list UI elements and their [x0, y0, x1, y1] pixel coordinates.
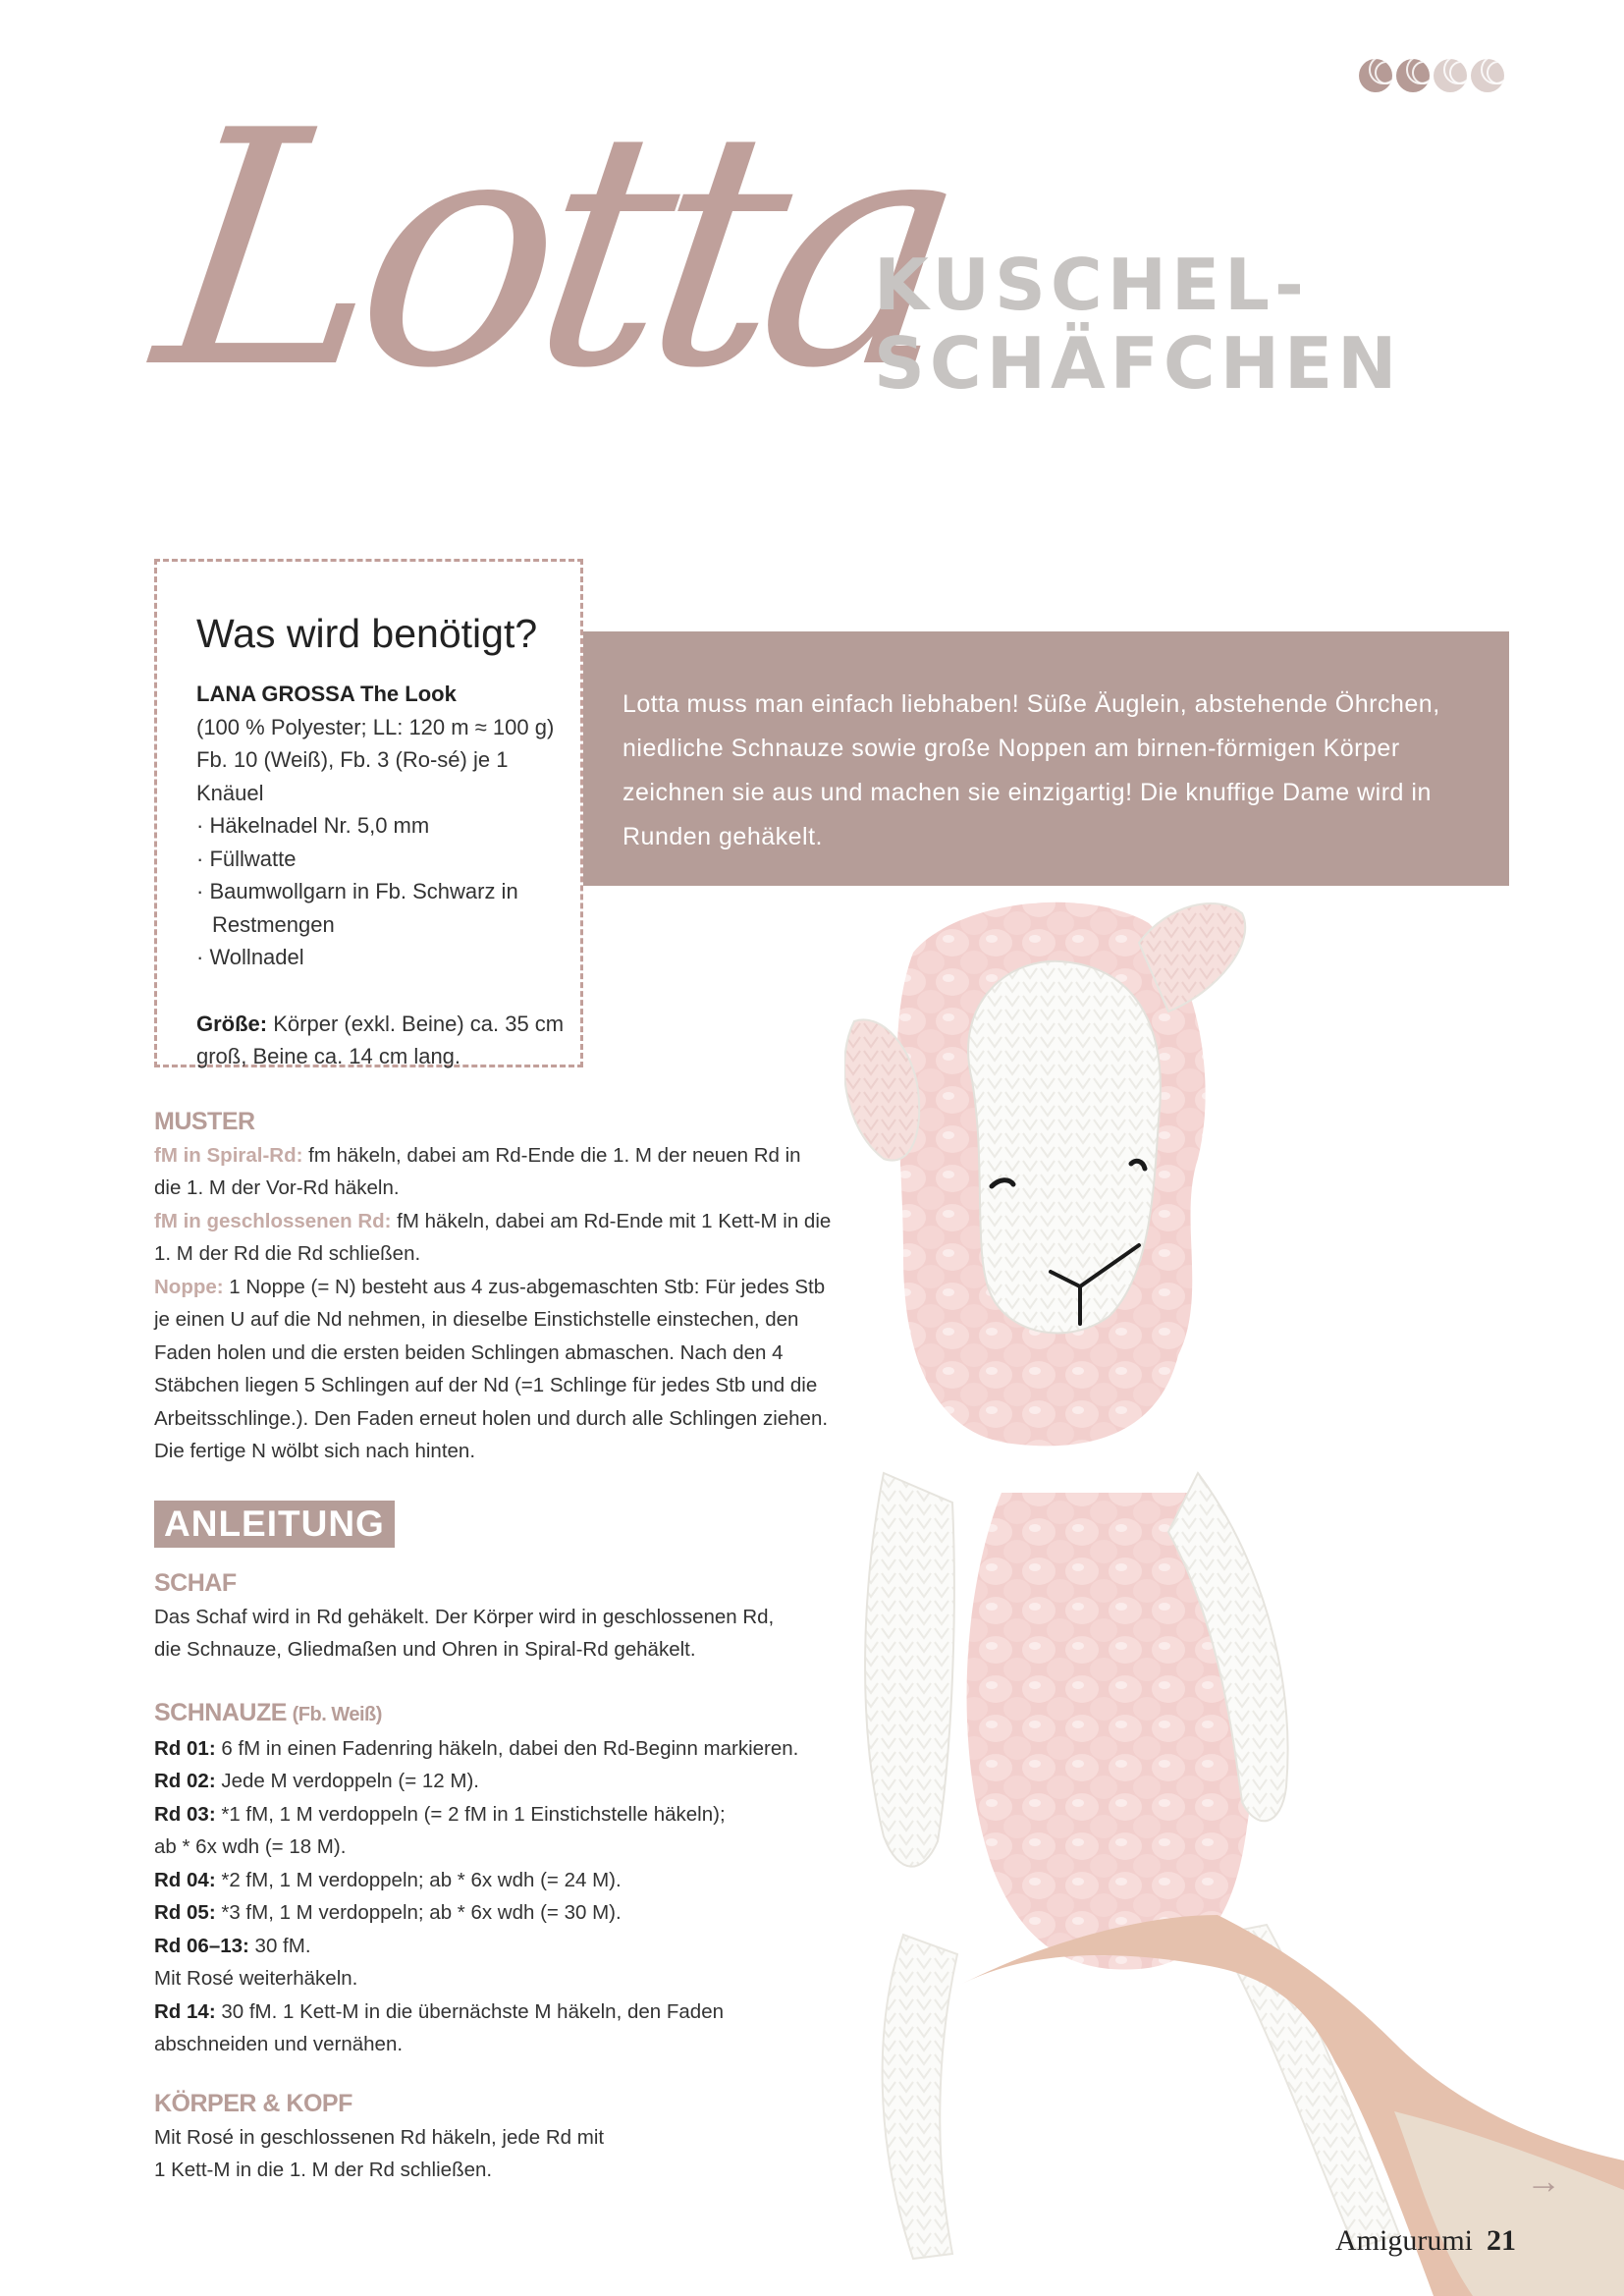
row-instruction [154, 1995, 753, 2061]
title-script: Lotta [140, 62, 969, 439]
materials-box [154, 559, 583, 1067]
page-number: 21 [1487, 2224, 1516, 2257]
row-text: 30 fM. 1 Kett-M in die übernächste M häkeln, den Faden abschneiden und vernähen. [154, 1999, 725, 2055]
material-item: · Wollnadel [196, 945, 304, 969]
subtitle [874, 246, 1401, 403]
row-text: 30 fM. [248, 1934, 311, 1957]
difficulty-indicator [1359, 59, 1504, 92]
size-label: Größe: [196, 1011, 268, 1036]
yarn-ball-icon [1359, 59, 1392, 92]
schaf-text: Das Schaf wird in Rd gehäkelt. Der Körper wird in geschlossenen Rd, die Schnauze, Gliedmaßen und Ohren in Spiral-Rd gehäkelt. [154, 1605, 775, 1661]
schnauze-heading-line [154, 1697, 832, 1732]
muster-noppe [154, 1271, 832, 1468]
muster-spiral [154, 1139, 832, 1205]
row-label: Rd 05: [154, 1901, 216, 1924]
term-text: fm häkeln, dabei am Rd-Ende die 1. M der neuen Rd in die 1. M der Vor-Rd häkeln. [154, 1143, 801, 1199]
row-instruction [154, 1798, 753, 1864]
row-instruction [154, 1864, 832, 1897]
material-item: · Füllwatte [196, 846, 297, 871]
yarn-spec: (100 % Polyester; LL: 120 m ≈ 100 g) [196, 714, 555, 739]
row-label: Rd 03: [154, 1802, 216, 1826]
schaf-heading: SCHAF [154, 1569, 237, 1597]
muster-heading: MUSTER [154, 1108, 255, 1135]
next-page-arrow-icon[interactable]: → [1526, 2160, 1561, 2201]
term-text: fM häkeln, dabei am Rd-Ende mit 1 Kett-M in die 1. M der Rd die Rd schließen. [154, 1209, 832, 1265]
subtitle-line1: KUSCHEL- [874, 244, 1309, 326]
schnauze-note: (Fb. Weiß) [292, 1704, 382, 1725]
schaf-section [154, 1567, 832, 1667]
koerper-text: Mit Rosé in geschlossenen Rd häkeln, jede Rd mit 1 Kett-M in die 1. M der Rd schließen. [154, 2125, 605, 2181]
term-text: 1 Noppe (= N) besteht aus 4 zus-abgemaschten Stb: Für jedes Stb je einen U auf die Nd nehmen, in dieselbe Einstichstelle einstechen, den Faden holen und die ersten beiden Schlingen abmaschen. Nach den 4 Stäbchen liegen 5 Schlingen auf der Nd (=1 Schlinge für jedes Stb und die Arbeitsschlinge.). Den Faden erneut holen und durch alle Schlingen ziehen. Die fertige N wölbt sich nach hinten. [154, 1275, 829, 1462]
row-text: 6 fM in einen Fadenring häkeln, dabei den Rd-Beginn markieren. [215, 1736, 799, 1760]
size-info [196, 1008, 569, 1073]
size-text: Körper (exkl. Beine) ca. 35 cm groß, Beine ca. 14 cm lang. [196, 1011, 565, 1068]
row-label: Rd 02: [154, 1770, 216, 1792]
intro-band [583, 631, 1509, 886]
row-label: Rd 06–13: [154, 1934, 249, 1957]
row-text: Mit Rosé weiterhäkeln. [154, 1967, 358, 1990]
anleitung-label: ANLEITUNG [154, 1501, 395, 1548]
material-item: · Häkelnadel Nr. 5,0 mm [196, 813, 430, 838]
intro-text: Lotta muss man einfach liebhaben! Süße Äuglein, abstehende Öhrchen, niedliche Schnauze sowie große Noppen am birnen-förmigen Körper zeichnen sie aus und machen sie einzigartig! Die knuffige Dame wird in Runden gehäkelt. [623, 690, 1440, 850]
yarn-ball-icon [1471, 59, 1504, 92]
page-footer [1335, 2224, 1516, 2258]
row-text: Jede M verdoppeln (= 12 M). [215, 1770, 479, 1792]
yarn-ball-icon [1434, 59, 1467, 92]
row-label: Rd 04: [154, 1868, 216, 1891]
yarn-ball-icon [1396, 59, 1430, 92]
yarn-colors: Fb. 10 (Weiß), Fb. 3 (Ro-sé) je 1 Knäuel [196, 747, 509, 805]
muster-closed [154, 1205, 832, 1271]
row-text: *2 fM, 1 M verdoppeln; ab * 6x wdh (= 24 M). [215, 1868, 622, 1891]
row-label: Rd 14: [154, 1999, 216, 2023]
row-instruction [154, 1765, 832, 1798]
koerper-heading: KÖRPER & KOPF [154, 2090, 352, 2117]
row-instruction [154, 1930, 832, 1963]
schnauze-section [154, 1697, 832, 2061]
koerper-section [154, 2088, 832, 2187]
row-label: Rd 01: [154, 1736, 216, 1760]
row-instruction [154, 1896, 832, 1930]
schnauze-heading: SCHNAUZE [154, 1699, 287, 1726]
materials-list [196, 678, 569, 1073]
row-text: *3 fM, 1 M verdoppeln; ab * 6x wdh (= 30 M). [215, 1901, 622, 1924]
muster-section [154, 1106, 832, 1468]
magazine-name: Amigurumi [1335, 2224, 1473, 2257]
material-item: · Baumwollgarn in Fb. Schwarz in Restmengen [196, 879, 518, 937]
row-instruction [154, 1962, 832, 1995]
term-label: fM in geschlossenen Rd: [154, 1209, 392, 1232]
term-label: fM in Spiral-Rd: [154, 1143, 303, 1167]
sheep-photo [844, 884, 1624, 2296]
row-text: *1 fM, 1 M verdoppeln (= 2 fM in 1 Einstichstelle häkeln); ab * 6x wdh (= 18 M). [154, 1802, 726, 1858]
term-label: Noppe: [154, 1275, 224, 1298]
yarn-brand: LANA GROSSA The Look [196, 682, 457, 706]
row-instruction [154, 1732, 832, 1766]
subtitle-line2: SCHÄFCHEN [874, 322, 1402, 405]
materials-heading: Was wird benötigt? [196, 611, 538, 656]
